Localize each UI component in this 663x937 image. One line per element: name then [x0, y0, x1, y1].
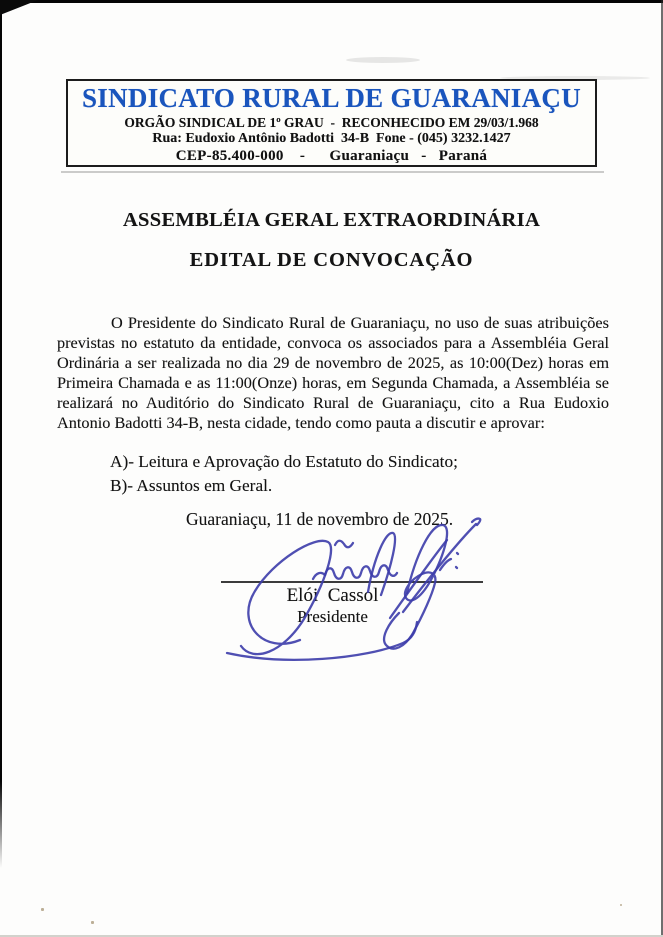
date-line: Guaraniaçu, 11 de novembro de 2025. — [186, 509, 454, 529]
handwritten-signature — [175, 495, 495, 665]
scan-speck — [620, 904, 622, 906]
letterhead-line-registration: ORGÃO SINDICAL DE 1º GRAU - RECONHECIDO EM 29/03/1.968 — [124, 115, 539, 130]
signer-name: Elói Cassol — [286, 585, 379, 606]
scan-edge-top — [0, 0, 663, 3]
document-title: ASSEMBLÉIA GERAL EXTRAORDINÁRIA — [122, 209, 541, 231]
letterhead-box — [66, 79, 597, 167]
org-name: SINDICATO RURAL DE GUARANIAÇU — [81, 83, 581, 113]
scan-smudge — [346, 57, 420, 63]
scan-corner-fold-artifact — [0, 0, 38, 15]
signer-title: Presidente — [297, 607, 368, 626]
document-subtitle: EDITAL DE CONVOCAÇÃO — [189, 249, 474, 271]
agenda-item-a: A)- Leitura e Aprovação do Estatuto do Sindicato; — [110, 452, 458, 471]
letterhead-box-shadow — [61, 171, 604, 173]
agenda-item-b: B)- Assuntos em Geral. — [110, 476, 273, 495]
agenda-list — [110, 450, 458, 498]
scan-speck — [91, 921, 94, 924]
letterhead-line-cep-city: CEP-85.400-000 - Guaraniaçu - Paraná — [175, 148, 488, 164]
scan-edge-left — [0, 0, 2, 868]
scan-speck — [41, 908, 44, 911]
letterhead-line-address-phone: Rua: Eudoxio Antônio Badotti 34-B Fone - (045) 3232.1427 — [152, 131, 511, 146]
body-paragraph: O Presidente do Sindicato Rural de Guaraniaçu, no uso de suas atribuições previstas no estatuto da entidade, convoca os associados para a Assembléia Geral Ordinária a ser realizada no dia 29 de novembro de 2025, as 10:00(Dez) horas em Primeira Chamada e as 11:00(Onze) horas, em Segunda Chamada, a Assembléia se realizará no Auditório do Sindicato Rural de Guaraniaçu, cito a Rua Eudoxio Antonio Badotti 34-B, nesta cidade, tendo como pauta a discutir e aprovar: — [57, 313, 609, 432]
